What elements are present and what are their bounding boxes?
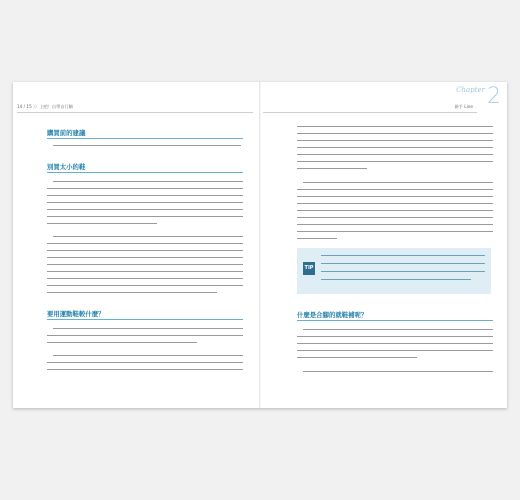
text-line [297,336,493,337]
tip-text-line [321,263,485,264]
book-spread [13,82,507,408]
text-line [47,362,243,363]
section-rule [47,172,243,173]
text-line [53,236,243,237]
text-line [47,369,243,370]
text-line [47,243,243,244]
text-line [297,210,493,211]
text-line [53,328,243,329]
section-title: 購買前的建議 [47,129,86,137]
text-line [297,189,493,190]
section-title: 別買太小的鞋 [47,163,86,171]
text-line [297,161,493,162]
text-line [53,145,241,146]
right-running-header: 新手 Line [454,104,473,109]
text-line [53,181,243,182]
tip-text-line [321,271,485,272]
text-line [297,147,493,148]
text-line [47,250,243,251]
text-line [47,342,197,343]
text-line [297,357,417,358]
section-title: 什麼是合腳的就鞋補呢？ [297,311,368,319]
chapter-number: 2 [487,84,501,109]
section-rule [297,320,493,321]
text-line [47,188,243,189]
text-line [297,133,493,134]
text-line [47,216,243,217]
text-line [47,278,243,279]
section-rule [47,138,243,139]
text-line [47,209,243,210]
text-line [47,285,243,286]
text-line [297,343,493,344]
text-line [303,329,493,330]
text-line [47,195,243,196]
text-line [297,168,367,169]
text-line [47,202,243,203]
text-line [297,154,493,155]
text-line [297,217,493,218]
text-line [53,355,243,356]
text-line [297,224,493,225]
section-rule [47,319,243,320]
tip-badge: TIP [303,262,315,275]
text-line [47,223,157,224]
chapter-label: Chapter [456,86,485,94]
tip-text-line [321,279,471,280]
header-rule [263,112,477,113]
text-line [303,182,493,183]
text-line [297,196,493,197]
text-line [297,231,493,232]
right-page [263,82,507,408]
text-line [47,271,243,272]
text-line [303,371,493,372]
text-line [297,140,493,141]
text-line [297,238,337,239]
header-rule [17,112,253,113]
text-line [47,257,243,258]
left-page [13,82,253,408]
text-line [297,350,493,351]
text-line [297,203,493,204]
section-title: 要用運動鞋較什麼？ [47,310,105,318]
text-line [47,264,243,265]
tip-box [297,248,491,294]
left-running-header: 14 / 15 〉〉上吧！自學自行騎 [17,104,73,109]
text-line [47,335,243,336]
text-line [47,292,217,293]
text-line [297,126,493,127]
book-gutter [259,82,261,408]
tip-text-line [321,255,485,256]
